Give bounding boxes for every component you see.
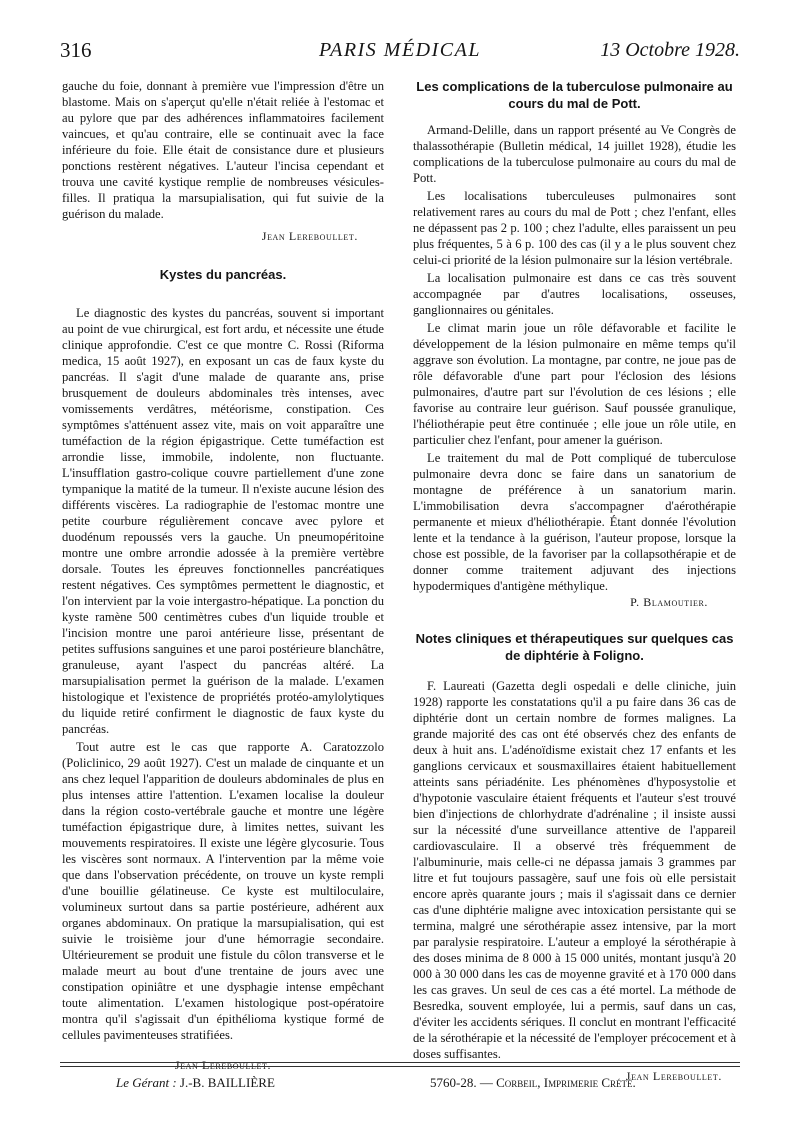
right-column	[413, 78, 736, 1084]
gerant-name: J.-B. BAILLIÈRE	[179, 1075, 275, 1090]
signature-lereboullet-3: Jean Lereboullet.	[625, 1069, 722, 1083]
continued-paragraph: gauche du foie, donnant à première vue l'impression d'être un blastome. Mais on s'aperçut qu'elle n'était reliée à l'estomac et au pylore que par des adhérences inflammatoires facilement vaincues, et qu'au contraire, elle se continuait avec la face inférieure du foie. Elle était de consistance dure et plusieurs ponctions restèrent négatives. L'auteur l'incisa cependant et trouva une cavité kystique remplie de nombreuses vésicules-filles. Il pratiqua la marsupialisation, qui fut suivie de la guérison du malade.	[62, 79, 384, 221]
journal-title: PARIS MÉDICAL	[319, 39, 481, 61]
footer-rule-bottom	[60, 1066, 740, 1067]
heading-tuberculose-pott: Les complications de la tuberculose pulmonaire au cours du mal de Pott.	[416, 79, 733, 111]
heading-diphterie-foligno: Notes cliniques et thérapeutiques sur quelques cas de diphtérie à Foligno.	[415, 631, 734, 663]
footer-rule-top	[60, 1062, 740, 1063]
left-column	[62, 78, 384, 1073]
page-header	[60, 38, 740, 68]
paragraph-armand-delille: Armand-Delille, dans un rapport présenté au Ve Congrès de thalassothérapie (Bulletin médical, 14 juillet 1928), étudie les complications de la tuberculose pulmonaire au cours du mal de Pott.	[413, 123, 736, 185]
gerant-label: Le Gérant :	[116, 1075, 177, 1090]
paragraph-rossi: Le diagnostic des kystes du pancréas, souvent si important au point de vue chirurgical, est fort ardu, et nécessite une étude clinique approfondie. C'est ce que montre C. Rossi (Riforma medica, 15 août 1927), en exposant un cas de faux kyste du pancréas. Il s'agit d'une malade de quarante ans, prise brusquement de douleurs abdominales très intenses, avec vomissements verdâtres, météorisme, constipation. Ces symptômes s'atténuent assez vite, mais on voit apparaître une tuméfaction de la région épigastrique. Cette tuméfaction est arrondie lisse, immobile, indolente, non fluctuante. L'insufflation gastro-colique couvre partiellement d'une zone tympanique la matité de la tumeur. Il n'existe aucune lésion des différents viscères. La radiographie de l'estomac montre une petite courbure régulièrement concave avec pylore et duodénum repoussés vers la gauche. Un pneumopéritoine montre une ombre arrondie adossée à la première vertèbre dorsale. Toutes les épreuves fonctionnelles pancréatiques restent négatives. Ces symptômes permettent le diagnostic, et l'on intervient par la voie intergastro-hépatique. La ponction du kyste ramène 500 centimètres cubes d'un liquide trouble et l'incision montre une paroi antérieure lisse, présentant de petites suffusions sanguines et une paroi postérieure blanchâtre, granuleuse, ayant l'aspect du pancréas altéré. La marsupialisation permet la guérison de la malade. L'examen histologique et l'existence de propriétés protéo-amylolytiques du liquide retiré confirment le diagnostic de faux kyste du pancréas.	[62, 306, 384, 736]
gerant-line	[116, 1075, 275, 1091]
paragraph-localisations: Les localisations tuberculeuses pulmonaires sont relativement rares au cours du mal de Pott ; chez l'enfant, elles ne dépassent pas 2 p. 100 ; chez l'adulte, elles paraissent un peu plus fréquentes, 5 à 6 p. 100 des cas (il y a le plus souvent chez celui-ci priorité de la lésion pulmonaire sur la lésion vertébrale.	[413, 189, 736, 267]
heading-kystes-pancreas: Kystes du pancréas.	[159, 267, 287, 282]
issue-date: 13 Octobre 1928.	[600, 39, 740, 61]
paragraph-climat-marin: Le climat marin joue un rôle défavorable et facilite le développement de la lésion pulmonaire en même temps qu'il aggrave son évolution. La montagne, par contre, ne joue pas de rôle défavorable d'une part pour l'éclosion des lésions pulmonaires, d'autre part sur l'évolution de ces lésions ; elle favorise au contraire leur guérison. Sauf poussée granulique, l'héliothérapie peut être continuée ; elle joue un rôle utile, en particulier chez l'enfant, pour amener la guérison.	[413, 321, 736, 447]
paragraph-traitement: Le traitement du mal de Pott compliqué de tuberculose pulmonaire devra donc se faire dans un sanatorium de montagne de préférence à un sanatorium marin. L'immobilisation devra s'accompagner d'aérothérapie permanente et mieux d'héliothérapie. Étant donnée l'évolution lente et la tendance à la guérison, l'auteur propose, lorsque la chose est possible, de la favoriser par la collapsothérapie et de donner comme traitement adjuvant des injections hypodermiques d'antigène méthylique.	[413, 451, 736, 593]
signature-lereboullet-1: Jean Lereboullet.	[261, 229, 358, 243]
page-number: 316	[60, 38, 92, 62]
printer-line: 5760-28. — Corbeil, Imprimerie Crété.	[430, 1075, 636, 1090]
paragraph-laureati: F. Laureati (Gazetta degli ospedali e delle cliniche, juin 1928) rapporte les constatations qu'il a pu faire dans 36 cas de diphtérie dont un certain nombre de formes malignes. La grande majorité des cas ont été observés chez des enfants de deux à huit ans. L'adénoïdisme existait chez 17 enfants et les ganglions cervicaux et sousmaxillaires étaient habituellement atteints sans périadénite. Les phénomènes d'hyposystolie et d'hypotonie vasculaire étaient fréquents et l'auteur s'est trouvé bien d'injections de chlorhydrate d'adrénaline ; il insiste aussi sur la nécessité d'une surveillance attentive de l'appareil cardiovasculaire. Il a observé très fréquemment de l'albuminurie, mais celle-ci ne dépassa jamais 3 grammes par litre et fut toujours passagère, sauf une fois où elle persistait encore après quarante jours ; mais il s'agissait dans ce dernier cas d'une diphtérie maligne avec intoxication persistante qui se termina, malgré une sérothérapie assez intensive, par la mort par paralysie respiratoire. L'auteur a employé la sérothérapie à des doses minima de 8 000 à 15 000 unités, montant jusqu'à 20 000 à 30 000 dans les cas de moyenne gravité et à 170 000 dans les cas graves. Un seul de ces cas a été mortel. La méthode de Besredka, souvent employée, lui a permis, sauf dans un cas, d'éviter les accidents sériques. Il conclut en montrant l'efficacité de la sérothérapie et la nécessité de l'employer précocement et à doses suffisantes.	[413, 679, 736, 1061]
signature-blamoutier: P. Blamoutier.	[630, 595, 708, 609]
paragraph-localisation-pulmonaire: La localisation pulmonaire est dans ce cas très souvent accompagnée par d'autres localisations, osseuses, ganglionnaires ou génitales.	[413, 271, 736, 317]
signature-lereboullet-2: Jean Lereboullet.	[174, 1058, 272, 1072]
paragraph-caratozzolo: Tout autre est le cas que rapporte A. Caratozzolo (Policlinico, 29 août 1927). C'est un malade de cinquante et un ans chez lequel l'apparition de douleurs abdominales de plus en plus intenses attire l'attention. L'examen localise la douleur dans la région costo-vertébrale gauche et montre une légère tuméfaction épigastrique dure, à limites nettes, suivant les mouvements respiratoires. Il existe une légère glycosurie. Tous les viscères sont normaux. A l'intervention par la même voie que dans l'observation précédente, on trouve un kyste rempli d'une bouillie gélatineuse. Ce kyste est multiloculaire, volumineux surtout dans sa partie postérieure, adhérent aux organes abdominaux. On pratique la marsupialisation, qui est suivie le troisième jour d'une hémorragie secondaire. Ultérieurement se produit une fistule du côlon transverse et le malade meurt au bout d'une trentaine de jours avec une constipation opiniâtre et une dysphagie intense empêchant toute alimentation. L'examen histologique post-opératoire montra qu'il s'agissait d'un épithélioma kystique formé de cellules pavimenteuses stratifiées.	[62, 740, 384, 1042]
